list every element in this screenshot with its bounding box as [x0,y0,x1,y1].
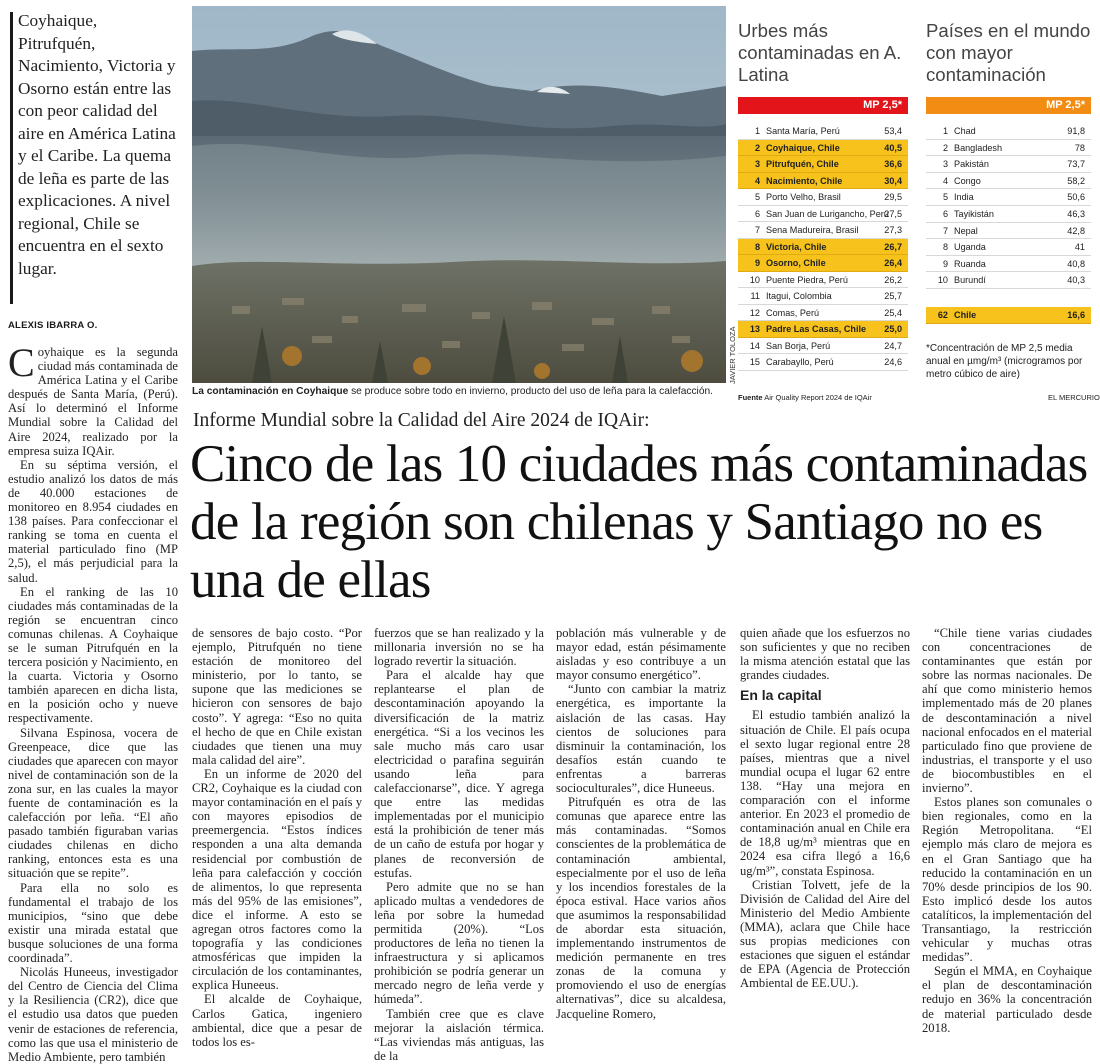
col6-paragraph-3: Según el MMA, en Coyhaique el plan de descontaminación redujo en 36% la concentración de material particulado desde 2018. [922,964,1092,1035]
rank: 5 [942,192,948,203]
pm25-value: 25,0 [884,324,902,334]
place-name: Pakistán [954,159,989,170]
source-label: Fuente [738,393,763,402]
world-row [926,123,1091,140]
subhead-capital: En la capital [740,687,822,704]
latam-row [738,156,908,173]
rank: 8 [942,242,948,253]
article-photo [192,6,726,383]
place-name: Itagui, Colombia [766,291,832,301]
latam-row [738,222,908,239]
rank: 7 [942,225,948,236]
rank: 10 [937,275,948,286]
place-name: Santa María, Perú [766,126,840,136]
pm25-value: 40,8 [1067,258,1085,269]
col1-paragraph-5: Para ella no solo es fundamental el trabajo de los municipios, “sino que debe existir una mirada estatal que busque soluciones de una forma coordinada”. [8,880,178,966]
source-text: Air Quality Report 2024 de IQAir [764,393,872,402]
world-row [926,173,1091,190]
place-name: Comas, Perú [766,307,820,318]
rank: 1 [942,126,948,136]
rank: 9 [754,258,760,268]
article-summary: Coyhaique, Pitrufquén, Nacimiento, Victoria y Osorno están entre las con peor calidad del aire en América Latina y el Caribe. La quema de leña es parte de las explicaciones. A nivel regional, Chile se encuentra en el sexto lugar. [18,11,176,278]
pm25-value: 24,7 [884,340,902,351]
rank: 2 [942,142,948,153]
pm25-value: 26,4 [884,258,902,268]
body-column-3 [374,626,544,1063]
pm25-value: 27,3 [884,225,902,235]
pm25-value: 78 [1074,142,1085,153]
latam-row [738,272,908,289]
rank: 14 [749,340,760,351]
place-name: Nepal [954,225,978,236]
world-row [926,156,1091,173]
rank: 11 [750,291,760,301]
place-name: Tayikistán [954,209,994,219]
rank: 15 [749,357,760,367]
latam-row [738,321,908,338]
dropcap: C [8,340,35,385]
body-column-5 [740,626,910,990]
photo-caption [192,386,732,397]
photo-credit: JAVIER TOLOZA [728,326,737,384]
place-name: Burundí [954,275,986,286]
col3-paragraph-2: Para el alcalde hay que replantearse el plan de descontaminación apoyando la diversificación de la matriz energética. “Si a los vecinos les sale mucho más caro usar electricidad o parafina seguirán usando leña para calefaccionarse”, dice. Y agrega que entre las medidas implementadas por el municipio está la prohibición de tener más de un caño de estufa por hogar y planes de reconversión de estufas. [374,668,544,880]
col4-paragraph-1: población más vulnerable y de mayor edad, están pésimamente aisladas y eso contribuye a un mayor consumo energético”. [556,626,726,683]
col5-paragraph-1: El estudio también analizó la situación de Chile. El país ocupa el sexto lugar regional entre 28 países, mientras que a nivel mundial ocupa el lugar 62 entre 138. “Hay una mejora en comparación con el informe anterior. En 2023 el promedio de contaminación anual en Chile era de 18,8 ug/m³ mientras que en 2024 esa cifra llegó a 16,6 ug/m³”, constata Espinosa. [740,708,910,878]
col6-paragraph-2: Estos planes son comunales o bien regionales, como en la Región Metropolitana. “El ejemplo más claro de mejora es en el Gran Santiago que ha reducido la contaminación en un 70% desde principios de los 90. Esto implicó desde los autos catalíticos, la implementación del Transantiago, la restricción vehicular y muchas otras medidas”. [922,795,1092,965]
rank: 4 [942,175,948,186]
rank: 3 [754,159,760,169]
rank: 62 [937,310,948,320]
body-column-6 [922,626,1092,1035]
place-name: Carabayllo, Perú [766,357,834,367]
latam-table-title: Urbes más contaminadas en A. Latina [738,20,902,85]
place-name: Nacimiento, Chile [766,175,843,186]
latam-row [738,206,908,223]
place-name: Osorno, Chile [766,258,826,268]
byline: ALEXIS IBARRA O. [8,320,98,331]
latam-table-header: MP 2,5* [738,97,908,114]
col6-paragraph-1: “Chile tiene varias ciudades con concentraciones de contaminantes que están por sobre las normas nacionales. De ahí que como ministerio hemos implementado más de 20 planes de descontaminación a nivel nacional enfocados en el material particulado fino que proviene de industrias, el transporte y el uso de biocombustibles en el invierno”. [922,626,1092,796]
rank: 13 [749,324,760,334]
rank: 5 [754,192,760,202]
col4-paragraph-3: Pitrufquén es otra de las comunas que aparece entre las más contaminadas. “Somos conscientes de la problemática de contaminación ambiental, especialmente por el uso de leña y los incendios forestales de la época estival. Hace varios años que asumimos la responsabilidad de abordar esta situación, implementando instrumentos de medición permanente en tres zonas de la comuna y promoviendo el uso de energías alternativas”, dice su alcaldesa, Jacqueline Romero, [556,795,726,1021]
pm25-value: 42,8 [1067,225,1085,236]
pm25-value: 91,8 [1067,126,1085,136]
col2-paragraph-3: El alcalde de Coyhaique, Carlos Gatica, ingeniero ambiental, dice que a pesar de todos los es- [192,992,362,1049]
pm25-value: 73,7 [1067,159,1085,170]
world-table-header: MP 2,5* [926,97,1091,114]
col3-paragraph-3: Pero admite que no se han aplicado multas a vendedores de leña por sobre la humedad permitida (20%). “Los productores de leña no tienen la infraestructura y si aplicamos prohibición se podría generar un mercado negro de leña verde y húmeda”. [374,879,544,1007]
rank: 2 [754,142,760,153]
rank: 6 [754,208,760,219]
latam-row [738,173,908,190]
world-row [926,140,1091,157]
pm25-value: 30,4 [884,175,902,186]
pm25-value: 25,4 [884,307,902,318]
col5-lead: quien añade que los esfuerzos no son suficientes y que no reciben la misma atención estatal que las grandes ciudades. [740,626,910,683]
col1-paragraph-1-text: oyhaique es la segunda ciudad más contaminada de América Latina y el Caribe después de Santa María, (Perú). Así lo determinó el Informe Mundial sobre la Calidad del Aire 2024, realizado por la empresa suiza IQAir. [8,345,178,458]
col1-paragraph-3: En el ranking de las 10 ciudades más contaminadas de la región se encuentran cinco comunas chilenas. A Coyhaique se le suman Pitrufquén en la tercera posición y Nacimiento, en la cuarta. Victoria y Osorno también aparecen en dicha lista, en la posición ocho y nueve respectivamente. [8,584,178,726]
publisher-credit: EL MERCURIO [1048,393,1100,402]
place-name: Puente Piedra, Perú [766,274,848,285]
place-name: Bangladesh [954,142,1003,153]
latam-row [738,354,908,371]
world-row [926,189,1091,206]
pm25-value: 29,5 [884,192,902,202]
world-row-chile [926,307,1091,324]
pm25-value: 40,3 [1067,275,1085,286]
lead-bar [10,12,13,304]
place-name: Chile [954,310,977,320]
place-name: Pitrufquén, Chile [766,159,839,169]
world-table-title: Países en el mundo con mayor contaminación [926,20,1091,85]
body-column-4 [556,626,726,1021]
pm25-value: 46,3 [1067,209,1085,219]
place-name: Chad [954,126,976,136]
col2-paragraph-1: de sensores de bajo costo. “Por ejemplo, Pitrufquén no tiene estación de monitoreo del ministerio, por lo tanto, se supone que las mediciones se hicieron con sensores de bajo costo”. Y agrega: “Eso no quita el hecho de que en Chile existan ciudades que tienen una muy mala calidad del aire”. [192,626,362,767]
pm25-value: 24,6 [884,357,902,367]
place-name: India [954,192,974,203]
kicker: Informe Mundial sobre la Calidad del Aire 2024 de IQAir: [193,410,650,431]
world-table [926,123,1091,333]
col1-paragraph-6: Nicolás Huneeus, investigador del Centro de Ciencia del Clima y la Resiliencia (CR2), dice que el estudio usa datos que pueden venir de estaciones de referencia, como las que usa el ministerio de Medio Ambiente, pero también [8,965,178,1064]
latam-row [738,288,908,305]
body-column-1 [8,340,178,1064]
world-row [926,272,1091,289]
caption-lead: La contaminación en Coyhaique [192,386,349,397]
world-row [926,256,1091,273]
pm25-value: 41 [1074,242,1085,253]
pm25-value: 53,4 [884,126,902,136]
place-name: San Borja, Perú [766,340,831,351]
col3-paragraph-4: También cree que es clave mejorar la aislación térmica. “Las viviendas más antiguas, las de la [374,1006,544,1063]
place-name: Congo [954,175,981,186]
col1-paragraph-1 [8,340,178,458]
latam-row [738,239,908,256]
caption-text: se produce sobre todo en invierno, producto del uso de leña para la calefacción. [348,386,713,397]
latam-row [738,123,908,140]
pm25-value: 50,6 [1067,192,1085,203]
latam-table [738,123,908,373]
rank: 6 [942,209,948,219]
col3-paragraph-1: fuerzos que se han realizado y la millonaria inversión no se ha logrado revertir la situación. [374,626,544,669]
col4-paragraph-2: “Junto con cambiar la matriz energética, es importante la aislación de las casas. Hay cientos de soluciones para disminuir la contaminación, los desafíos están cuando te enfrentas a barreras socioculturales”, dice Huneeus. [556,682,726,796]
units-note: *Concentración de MP 2,5 media anual en µmg/m³ (microgramos por metro cúbico de aire) [926,343,1083,380]
place-name: Ruanda [954,258,986,269]
rank: 3 [942,159,948,170]
headline: Cinco de las 10 ciudades más contaminadas de la región son chilenas y Santiago no es una de ellas [190,435,1088,609]
place-name: Coyhaique, Chile [766,142,840,153]
latam-row [738,255,908,272]
world-row [926,223,1091,240]
pm25-value: 26,7 [884,241,902,252]
place-name: Sena Madureira, Brasil [766,225,859,235]
place-name: Padre Las Casas, Chile [766,324,867,334]
col1-paragraph-4: Silvana Espinosa, vocera de Greenpeace, dice que las ciudades que aparecen con mayor nivel de contaminación son de la zona sur, en las cuales la mayor fuente de contaminación es la calefacción por leña. “El año pasado también figuraban varias ciudades chilenas en dicho ranking, entonces esta es una situación que se repite”. [8,725,178,881]
place-name: Porto Velho, Brasil [766,192,841,202]
latam-row [738,140,908,157]
rank: 9 [942,258,948,269]
rank: 7 [754,225,760,235]
latam-row [738,338,908,355]
rank: 1 [754,126,760,136]
pm25-value: 58,2 [1067,175,1085,186]
latam-row [738,305,908,322]
place-name: Uganda [954,242,986,253]
col1-paragraph-2: En su séptima versión, el estudio analizó los datos de más de 40.000 estaciones de monitoreo en 8.954 ciudades en 138 países. Para confeccionar el ranking se toma en cuenta el material particulado fino (MP 2,5), el más perjudicial para la salud. [8,457,178,585]
body-column-2 [192,626,362,1049]
col5-paragraph-2: Cristian Tolvett, jefe de la División de Calidad del Aire del Ministerio del Medio Ambiente (MMA), aclara que Chile hace sus propias mediciones con estaciones que siguen el estándar de EPA (Agencia de Protección Ambiental de EE.UU.). [740,877,910,991]
pm25-value: 40,5 [884,142,902,153]
coyhaique-landscape-illustration [192,6,726,383]
latam-row [738,189,908,206]
pm25-value: 27,5 [884,208,902,219]
pm25-value: 36,6 [884,159,902,169]
pm25-value: 16,6 [1067,310,1085,320]
place-name: San Juan de Lurigancho, Perú [766,208,889,219]
rank: 12 [749,307,760,318]
world-row [926,206,1091,223]
world-row [926,239,1091,256]
rank: 4 [754,175,760,186]
rank: 8 [754,241,760,252]
pm25-value: 25,7 [884,291,902,301]
rank: 10 [749,274,760,285]
table-source [738,393,872,402]
col2-paragraph-2: En un informe de 2020 del CR2, Coyhaique es la ciudad con mayor contaminación en el país y con mayores episodios de preemergencia. “Estos índices responden a una alta demanda residencial por combustión de leña para calefacción y cocción de alimentos, lo que representa más del 95% de las emisiones”, dice el informe. A esto se agregan otros factores como la topografía y las condiciones atmosféricas que impiden la circulación de los contaminantes, explica Huneeus. [192,766,362,993]
pm25-value: 26,2 [884,274,902,285]
place-name: Victoria, Chile [766,241,827,252]
